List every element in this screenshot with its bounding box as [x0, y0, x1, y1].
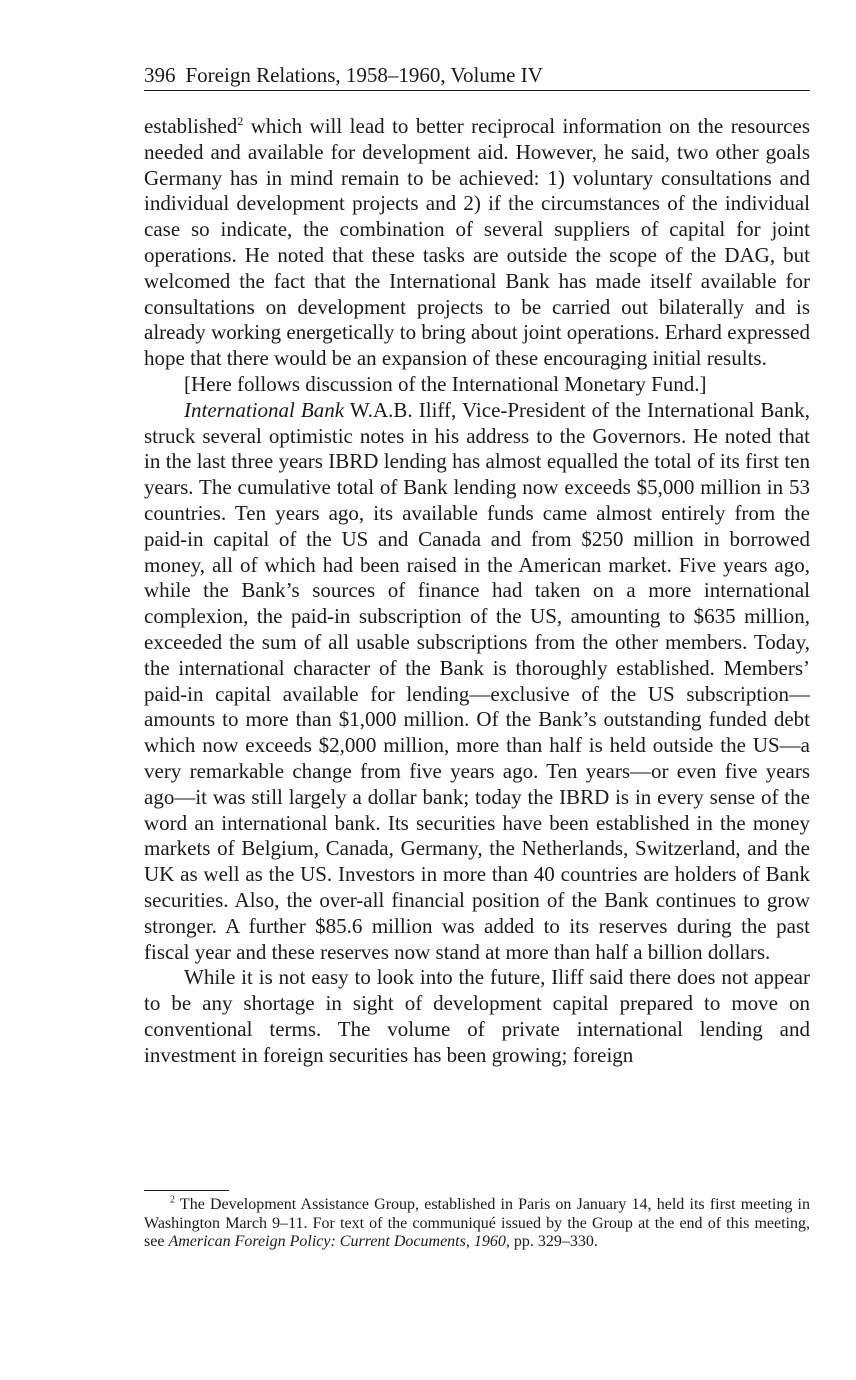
footnote: [144, 1196, 810, 1252]
paragraph-4: While it is not easy to look into the future, Iliff said there does not appear to be any shortage in sight of development capital prepared to move on conventional terms. The volume of private international lending and investment in foreign securities has been growing; foreign: [144, 965, 810, 1067]
paragraph-3-body: W.A.B. Iliff, Vice-President of the International Bank, struck several optimistic notes in his address to the Governors. He noted that in the last three years IBRD lending has almost equalled the total of its first ten years. The cumulative total of Bank lending now exceeds $5,000 million in 53 countries. Ten years ago, its available funds came almost entirely from the paid-in capital of the US and Canada and from $250 million in borrowed money, all of which had been raised in the American market. Five years ago, while the Bank’s sources of finance had taken on a more international complexion, the paid-in subscription of the US, amounting to $635 million, exceeded the sum of all usable subscriptions from the other members. Today, the international character of the Bank is thoroughly established. Members’ paid-in capital available for lending—exclusive of the US subscription—amounts to more than $1,000 million. Of the Bank’s outstanding funded debt which now exceeds $2,000 million, more than half is held outside the US—a very remarkable change from five years ago. Ten years—or even five years ago—it was still largely a dollar bank; today the IBRD is in every sense of the word an international bank. Its securities have been established in the money markets of Belgium, Canada, Germany, the Netherlands, Switzerland, and the UK as well as the US. Investors in more than 40 countries are holders of Bank securities. Also, the over-all financial position of the Bank continues to grow stronger. A further $85.6 million was added to its reserves during the past fiscal year and these reserves now stand at more than half a billion dollars.: [144, 397, 810, 964]
page-number: 396: [144, 63, 176, 87]
footnote-divider: [144, 1190, 229, 1191]
footnote-number: 2: [170, 1194, 175, 1206]
paragraph-1: [144, 114, 810, 372]
paragraph-2-editorial-note: [Here follows discussion of the International Monetary Fund.]: [184, 371, 707, 396]
footnote-citation: American Foreign Policy: Current Documents, 1960,: [168, 1233, 510, 1250]
footnote-reference: 2: [237, 114, 244, 128]
volume-title: Foreign Relations, 1958–1960, Volume IV: [185, 63, 543, 87]
footnote-text: The Development Assistance Group, established in Paris on January 14, held its first meeting in Washington March 9–11. For text of the communiqué issued by the Group at the end of this meeting, see: [144, 1196, 810, 1250]
running-header: [144, 62, 810, 91]
paragraph-1-body: which will lead to better reciprocal information on the resources needed and available for development aid. However, he said, two other goals Germany has in mind remain to be achieved: 1) voluntary consultations and individual development projects and 2) if the circumstances of the individual case so indicate, the combination of several suppliers of capital for joint operations. He noted that these tasks are outside the scope of the DAG, but welcomed the fact that the International Bank has made itself available for consultations on development projects to be carried out bilaterally and is already working energetically to bring about joint operations. Erhard expressed hope that there would be an expansion of these encouraging initial results.: [144, 114, 810, 371]
section-heading-international-bank: International Bank: [184, 397, 345, 422]
footnote-pages: pp. 329–330.: [509, 1233, 598, 1250]
body-text: [144, 114, 810, 1068]
paragraph-1-start: established: [144, 114, 238, 138]
paragraph-3: [144, 398, 810, 966]
